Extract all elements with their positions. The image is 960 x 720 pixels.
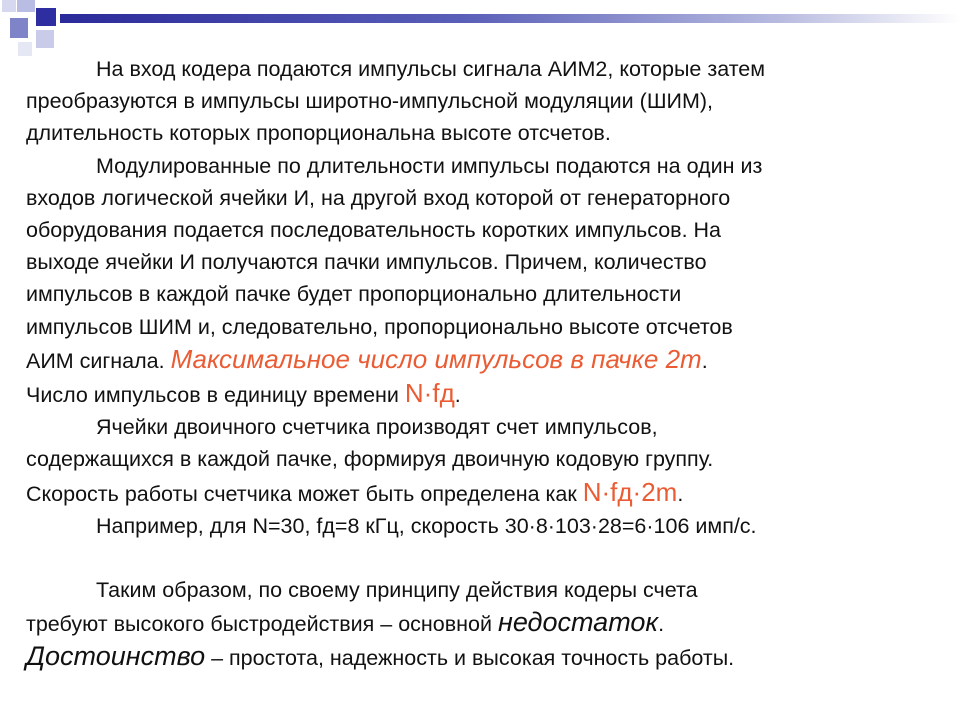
text-span: АИМ сигнала.: [26, 348, 171, 373]
highlight-text: N·fд·2m: [582, 476, 678, 507]
text-line: импульсов ШИМ и, следовательно, пропорционально высоте отсчетов: [26, 314, 733, 339]
text-line: выходе ячейки И получаются пачки импульсов. Причем, количество: [26, 250, 707, 275]
text-line: оборудования подается последовательность коротких импульсов. На: [26, 218, 722, 243]
text-line: Таким образом, по своему принципу действия кодеры счета: [96, 578, 698, 603]
text-line: [26, 343, 926, 377]
text-span: – простота, надежность и высокая точность работы.: [205, 646, 735, 671]
text-span: .: [701, 348, 708, 373]
text-line: [26, 377, 926, 411]
text-span: Скорость работы счетчика может быть определена как: [26, 481, 583, 506]
highlight-text: N·fд: [404, 378, 455, 409]
emphasis-text: Достоинство: [26, 641, 206, 672]
text-line: На вход кодера подаются импульсы сигнала АИМ2, которые затем: [96, 57, 766, 81]
text-span: .: [454, 383, 461, 408]
text-line: преобразуются в импульсы широтно-импульсной модуляции (ШИМ),: [26, 89, 714, 114]
text-span: Число импульсов в единицу времени: [26, 383, 405, 408]
text-line: длительность которых пропорциональна высоте отсчетов.: [26, 121, 611, 146]
text-line: [26, 606, 926, 640]
deco-square: [2, 0, 16, 12]
text-span: требуют высокого быстродействия – основной: [26, 612, 498, 637]
text-span: .: [658, 612, 665, 637]
text-line: [26, 640, 926, 674]
highlight-text: Максимальное число импульсов в пачке 2m: [170, 343, 702, 374]
deco-square: [10, 18, 28, 38]
text-line: Модулированные по длительности импульсы подаются на один из: [96, 153, 763, 178]
deco-square: [36, 8, 56, 26]
emphasis-text: недостаток: [497, 607, 659, 638]
text-line: содержащихся в каждой пачке, формируя двоичную кодовую группу.: [26, 447, 714, 472]
text-line: Например, для N=30, fд=8 кГц, скорость 30·8·103·28=6·106 имп/с.: [96, 513, 757, 538]
slide-body: [26, 53, 926, 675]
deco-square: [36, 30, 54, 48]
header-gradient-bar: [60, 14, 960, 23]
text-line: [26, 476, 926, 510]
text-line: входов логической ячейки И, на другой вход которой от генераторного: [26, 185, 731, 210]
header-divider: [60, 23, 960, 24]
text-line: Ячейки двоичного счетчика производят счет импульсов,: [96, 415, 658, 440]
text-line: импульсов в каждой пачке будет пропорционально длительности: [26, 282, 682, 307]
text-span: .: [677, 481, 684, 506]
spacer: [26, 542, 926, 574]
deco-square: [17, 0, 35, 12]
